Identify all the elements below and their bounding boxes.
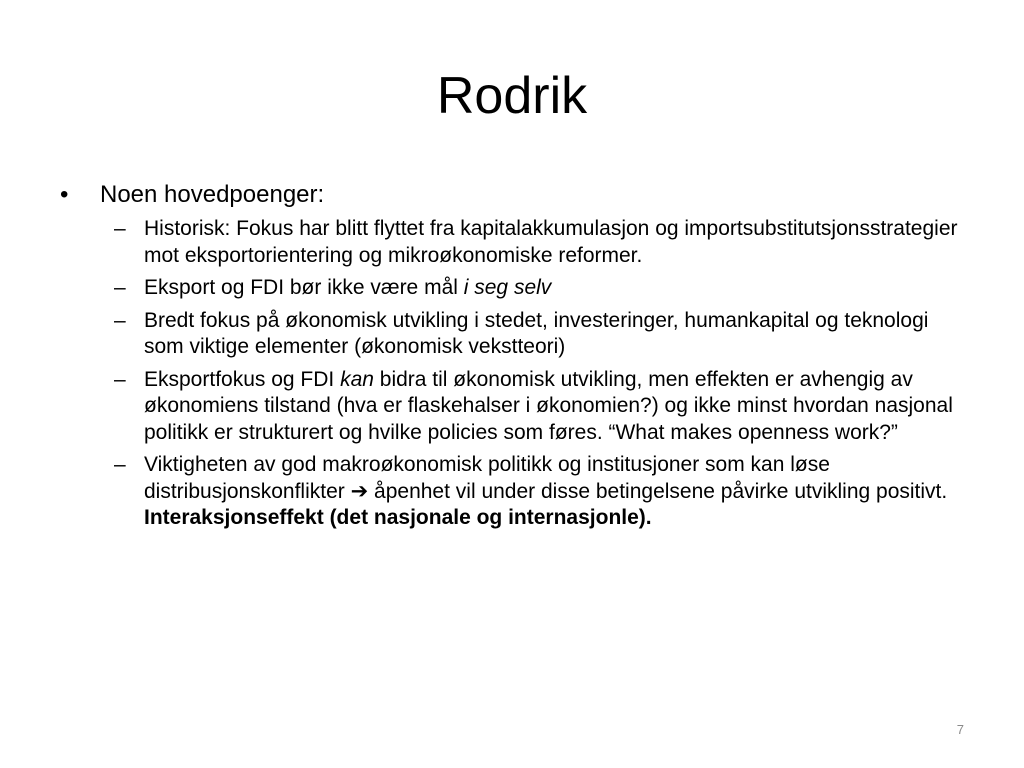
sub-bullet-italic: i seg selv [463,276,552,299]
dash-icon: – [114,217,126,240]
bullet-dot-icon: • [60,181,69,208]
sub-bullet-bold: Interaksjonseffekt (det nasjonale og internasjonle). [144,506,652,529]
sub-bullet-export-focus [58,367,973,447]
dash-icon: – [114,276,126,299]
sub-bullet-historical [58,216,973,269]
sub-bullet-export-fdi [58,275,973,302]
sub-bullet-text-continued: bidra til økonomisk utvikling, men effekten er avhengig av økonomiens tilstand (hva er flaskehalser i økonomien?) og ikke minst hvordan nasjonal politikk er strukturert og hvilke policies som føres. “What makes openness work?” [144,367,953,444]
sub-bullet-broad-focus [58,308,973,361]
sub-bullet-text: Eksportfokus og FDI [144,367,341,391]
slide-body [58,180,973,538]
sub-bullet-text: Eksport og FDI bør ikke være mål [144,276,464,299]
sub-bullet-text-continued: åpenhet vil under disse betingelsene påvirke utvikling positivt. [368,479,948,503]
dash-icon: – [114,367,126,391]
sub-bullet-text: Historisk: Fokus har blitt flyttet fra kapitalakkumulasjon og importsubstitutsjonsstrategier mot eksportorientering og mikroøkonomiske reformer. [144,217,958,267]
dash-icon: – [114,308,126,332]
sub-bullet-text: Bredt fokus på økonomisk utvikling i stedet, investeringer, humankapital og teknologi som viktige elementer (økonomisk vekstteori) [144,308,929,358]
sub-bullet-italic: kan [340,367,374,391]
slide-title: Rodrik [436,67,588,125]
bullet-main-points [58,180,973,210]
sub-bullet-list [58,216,973,532]
sub-bullet-macro-policy [58,452,973,532]
bullet-main-points-text: Noen hovedpoenger: [100,181,325,208]
page-number: 7 [956,722,964,737]
right-arrow-icon: ➔ [350,479,369,503]
dash-icon: – [114,453,126,476]
sub-bullet-text: Viktigheten av god makroøkonomisk politikk og institusjoner som kan løse distribusjonskonflikter [144,453,830,503]
